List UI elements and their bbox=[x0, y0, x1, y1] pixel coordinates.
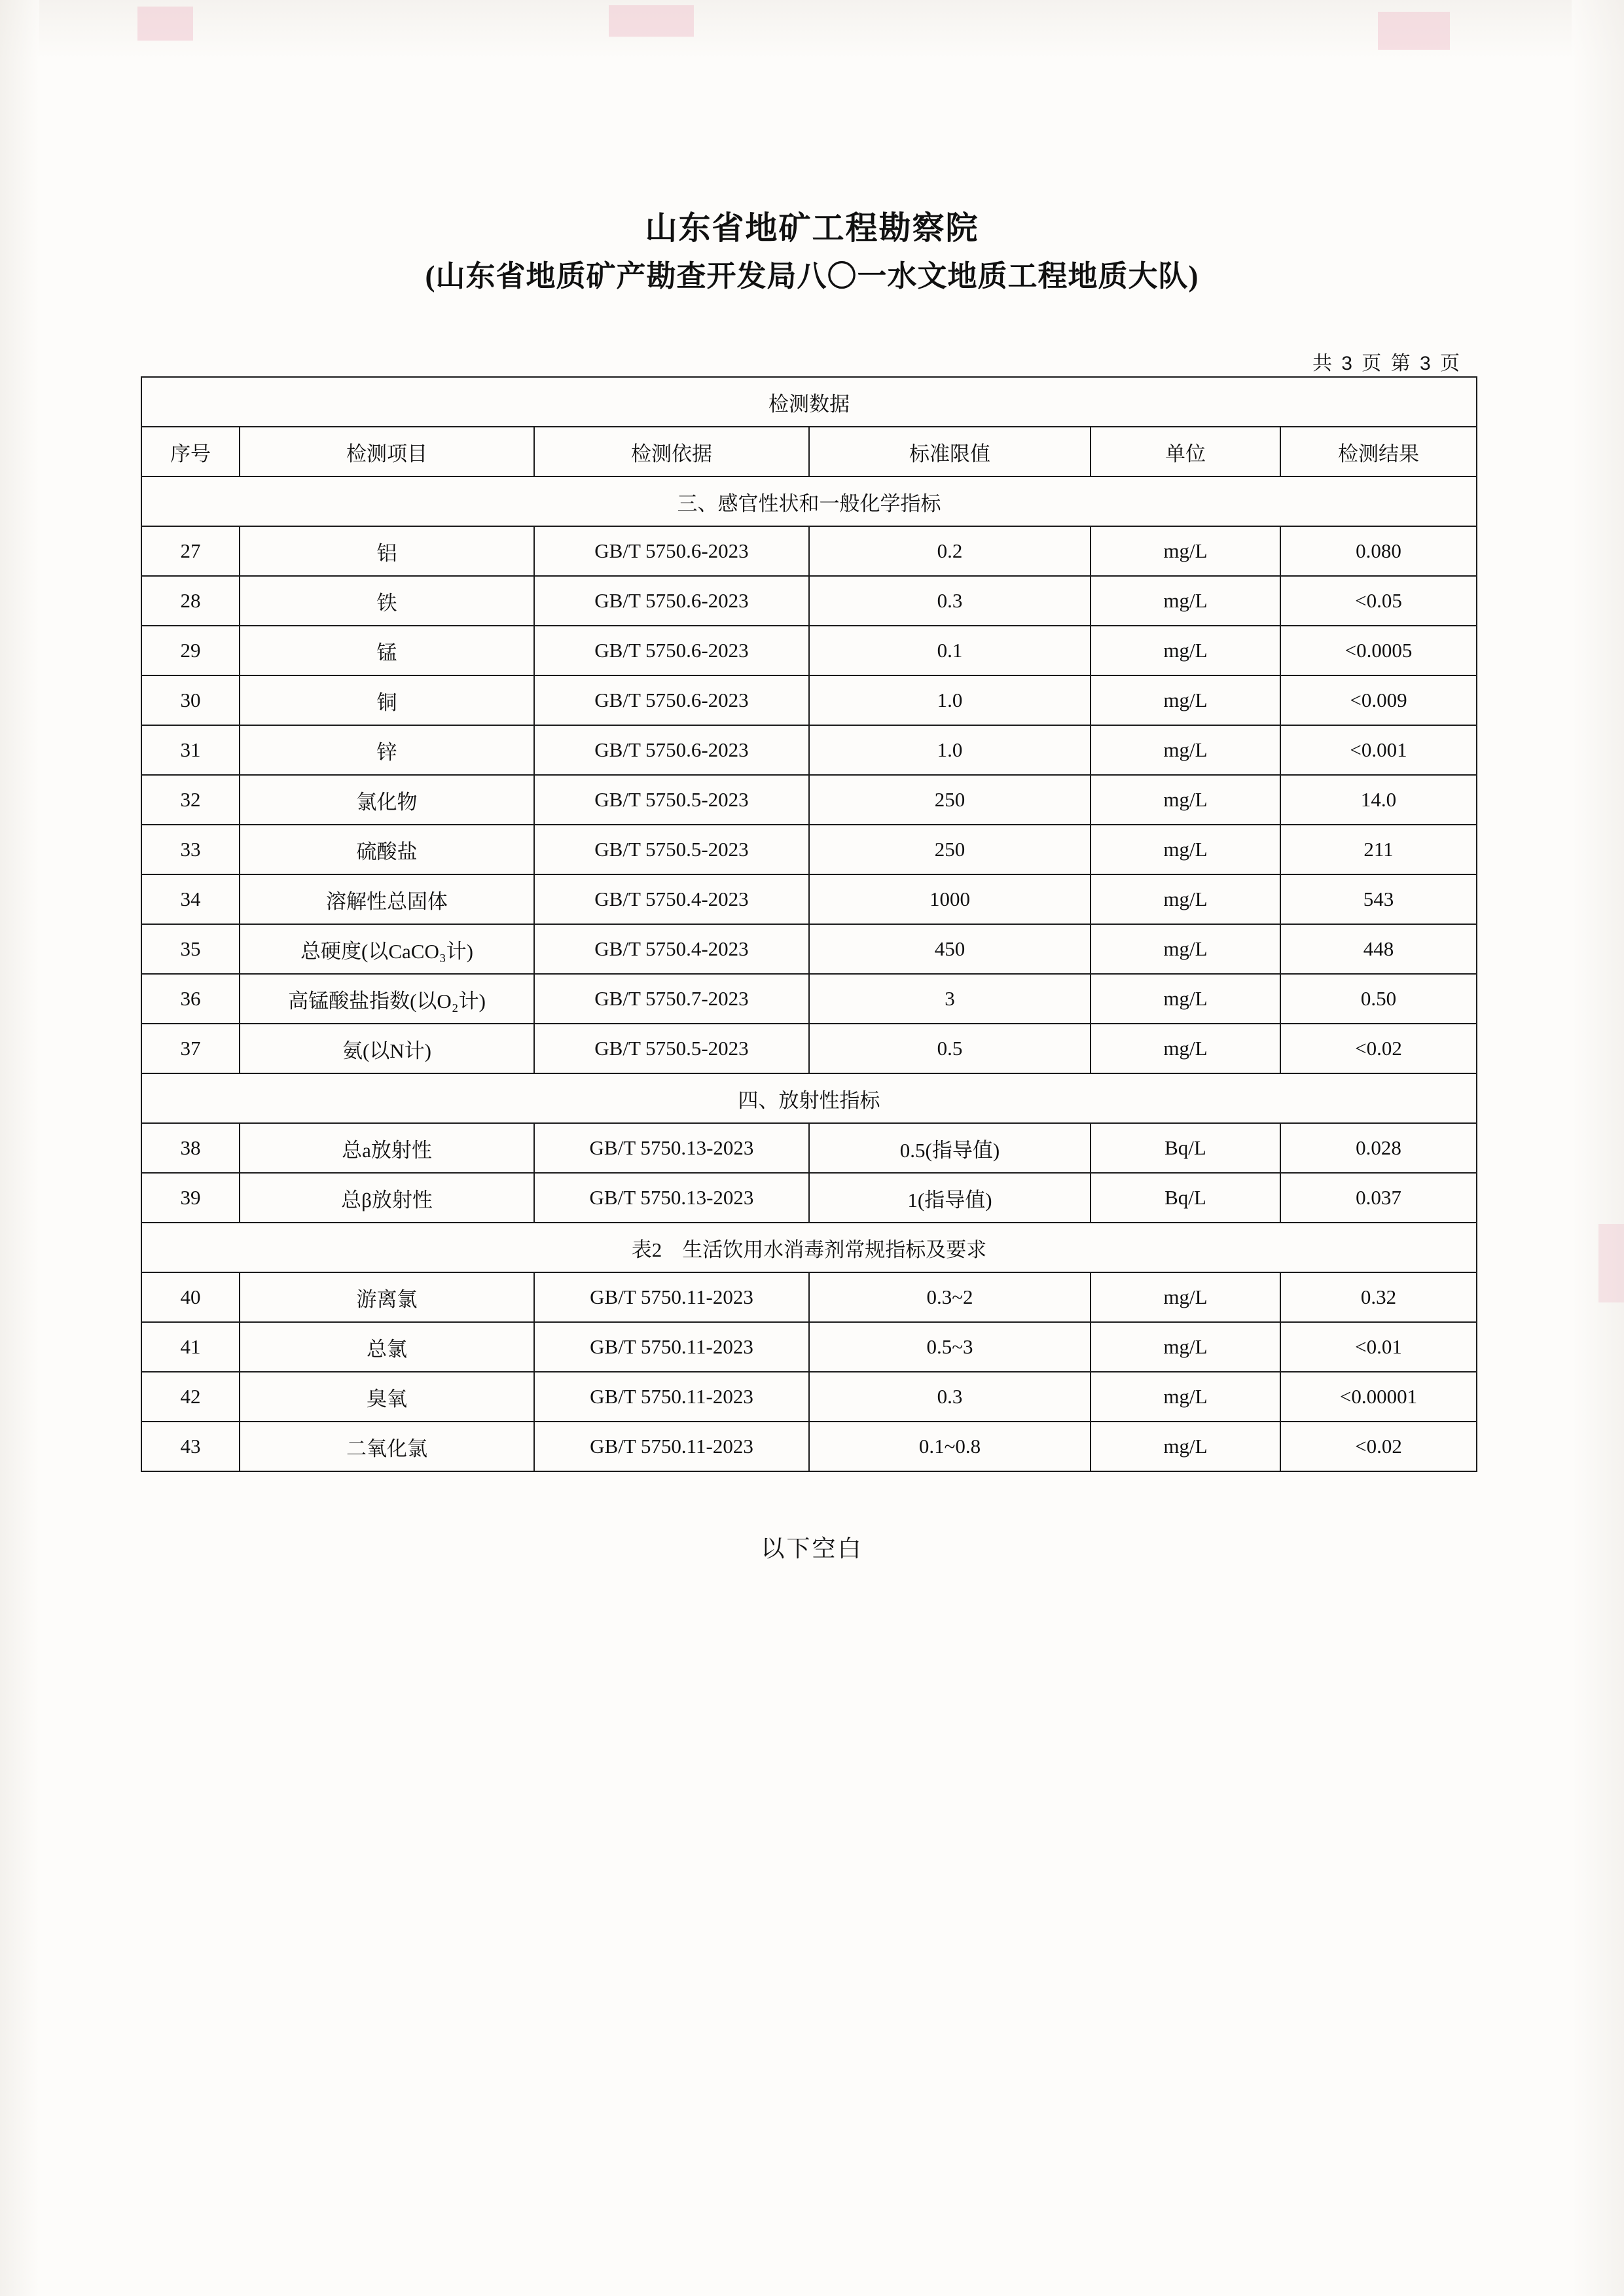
cell-unit: Bq/L bbox=[1091, 1173, 1280, 1223]
cell-basis: GB/T 5750.6-2023 bbox=[534, 526, 809, 576]
cell-limit: 1000 bbox=[809, 874, 1091, 924]
cell-limit: 0.5~3 bbox=[809, 1322, 1091, 1372]
cell-item: 高锰酸盐指数(以O₂计) bbox=[240, 974, 534, 1024]
table-row bbox=[141, 1322, 1477, 1372]
table-row bbox=[141, 1173, 1477, 1223]
cell-limit: 0.3~2 bbox=[809, 1272, 1091, 1322]
cell-item: 氯化物 bbox=[240, 775, 534, 825]
cell-no: 32 bbox=[141, 775, 240, 825]
cell-no: 42 bbox=[141, 1372, 240, 1422]
cell-no: 39 bbox=[141, 1173, 240, 1223]
cell-basis: GB/T 5750.11-2023 bbox=[534, 1422, 809, 1471]
section-label-radioactivity: 四、放射性指标 bbox=[141, 1073, 1477, 1123]
organization-subtitle: (山东省地质矿产勘查开发局八〇一水文地质工程地质大队) bbox=[425, 260, 1199, 293]
cell-limit: 0.3 bbox=[809, 1372, 1091, 1422]
cell-limit: 0.1~0.8 bbox=[809, 1422, 1091, 1471]
cell-basis: GB/T 5750.11-2023 bbox=[534, 1372, 809, 1422]
cell-item: 铜 bbox=[240, 675, 534, 725]
cell-limit: 1(指导值) bbox=[809, 1173, 1091, 1223]
cell-item: 锰 bbox=[240, 626, 534, 675]
cell-basis: GB/T 5750.6-2023 bbox=[534, 626, 809, 675]
cell-limit: 1.0 bbox=[809, 725, 1091, 775]
cell-no: 33 bbox=[141, 825, 240, 874]
cell-result: <0.01 bbox=[1280, 1322, 1477, 1372]
document-header bbox=[0, 208, 1624, 296]
cell-basis: GB/T 5750.13-2023 bbox=[534, 1173, 809, 1223]
cell-result: 0.50 bbox=[1280, 974, 1477, 1024]
section-label-disinfectant: 表2 生活饮用水消毒剂常规指标及要求 bbox=[141, 1223, 1477, 1272]
table-caption: 检测数据 bbox=[141, 377, 1477, 427]
table-row bbox=[141, 1372, 1477, 1422]
table-row bbox=[141, 725, 1477, 775]
cell-no: 28 bbox=[141, 576, 240, 626]
cell-result: <0.02 bbox=[1280, 1024, 1477, 1073]
cell-item: 游离氯 bbox=[240, 1272, 534, 1322]
cell-no: 31 bbox=[141, 725, 240, 775]
cell-item: 总氯 bbox=[240, 1322, 534, 1372]
cell-result: 0.080 bbox=[1280, 526, 1477, 576]
table-row bbox=[141, 974, 1477, 1024]
cell-unit: mg/L bbox=[1091, 576, 1280, 626]
cell-item: 氨(以N计) bbox=[240, 1024, 534, 1073]
column-header-limit: 标准限值 bbox=[809, 427, 1091, 476]
cell-result: <0.00001 bbox=[1280, 1372, 1477, 1422]
cell-unit: mg/L bbox=[1091, 1024, 1280, 1073]
column-header-item: 检测项目 bbox=[240, 427, 534, 476]
cell-unit: mg/L bbox=[1091, 1272, 1280, 1322]
column-header-basis: 检测依据 bbox=[534, 427, 809, 476]
cell-limit: 250 bbox=[809, 775, 1091, 825]
cell-result: 543 bbox=[1280, 874, 1477, 924]
table-row bbox=[141, 1123, 1477, 1173]
cell-basis: GB/T 5750.6-2023 bbox=[534, 725, 809, 775]
cell-basis: GB/T 5750.5-2023 bbox=[534, 1024, 809, 1073]
cell-no: 27 bbox=[141, 526, 240, 576]
cell-no: 38 bbox=[141, 1123, 240, 1173]
cell-result: 211 bbox=[1280, 825, 1477, 874]
table-row bbox=[141, 924, 1477, 974]
blank-below-note: 以下空白 bbox=[761, 1535, 863, 1562]
table-header-row bbox=[141, 427, 1477, 476]
pink-mark-right-edge bbox=[1598, 1224, 1624, 1302]
test-data-table bbox=[141, 376, 1477, 1472]
table-caption-row bbox=[141, 377, 1477, 427]
cell-result: 0.32 bbox=[1280, 1272, 1477, 1322]
cell-result: 14.0 bbox=[1280, 775, 1477, 825]
cell-result: <0.009 bbox=[1280, 675, 1477, 725]
table-row bbox=[141, 526, 1477, 576]
pink-mark-top-left bbox=[137, 7, 193, 41]
cell-unit: mg/L bbox=[1091, 775, 1280, 825]
cell-no: 35 bbox=[141, 924, 240, 974]
cell-unit: mg/L bbox=[1091, 526, 1280, 576]
cell-unit: mg/L bbox=[1091, 1422, 1280, 1471]
cell-limit: 450 bbox=[809, 924, 1091, 974]
table-row bbox=[141, 775, 1477, 825]
table-row bbox=[141, 1024, 1477, 1073]
cell-basis: GB/T 5750.4-2023 bbox=[534, 924, 809, 974]
cell-unit: mg/L bbox=[1091, 1322, 1280, 1372]
cell-basis: GB/T 5750.7-2023 bbox=[534, 974, 809, 1024]
pink-mark-top-center bbox=[609, 5, 694, 37]
column-header-result: 检测结果 bbox=[1280, 427, 1477, 476]
cell-result: 448 bbox=[1280, 924, 1477, 974]
cell-item: 锌 bbox=[240, 725, 534, 775]
cell-limit: 0.1 bbox=[809, 626, 1091, 675]
organization-title: 山东省地矿工程勘察院 bbox=[645, 210, 979, 246]
cell-limit: 3 bbox=[809, 974, 1091, 1024]
cell-result: <0.0005 bbox=[1280, 626, 1477, 675]
cell-basis: GB/T 5750.6-2023 bbox=[534, 675, 809, 725]
cell-basis: GB/T 5750.5-2023 bbox=[534, 775, 809, 825]
column-header-no: 序号 bbox=[141, 427, 240, 476]
cell-result: 0.037 bbox=[1280, 1173, 1477, 1223]
cell-limit: 1.0 bbox=[809, 675, 1091, 725]
cell-item: 二氧化氯 bbox=[240, 1422, 534, 1471]
cell-no: 43 bbox=[141, 1422, 240, 1471]
cell-unit: mg/L bbox=[1091, 924, 1280, 974]
cell-item: 铁 bbox=[240, 576, 534, 626]
cell-item: 总a放射性 bbox=[240, 1123, 534, 1173]
cell-limit: 250 bbox=[809, 825, 1091, 874]
section-row bbox=[141, 1223, 1477, 1272]
table-row bbox=[141, 1272, 1477, 1322]
cell-no: 29 bbox=[141, 626, 240, 675]
cell-unit: mg/L bbox=[1091, 675, 1280, 725]
cell-basis: GB/T 5750.5-2023 bbox=[534, 825, 809, 874]
cell-basis: GB/T 5750.6-2023 bbox=[534, 576, 809, 626]
cell-no: 36 bbox=[141, 974, 240, 1024]
cell-unit: mg/L bbox=[1091, 626, 1280, 675]
cell-limit: 0.5(指导值) bbox=[809, 1123, 1091, 1173]
table-row bbox=[141, 874, 1477, 924]
cell-result: <0.05 bbox=[1280, 576, 1477, 626]
cell-limit: 0.3 bbox=[809, 576, 1091, 626]
cell-unit: mg/L bbox=[1091, 725, 1280, 775]
table-row bbox=[141, 675, 1477, 725]
pink-mark-top-right bbox=[1378, 12, 1450, 50]
cell-unit: mg/L bbox=[1091, 974, 1280, 1024]
cell-item: 总β放射性 bbox=[240, 1173, 534, 1223]
cell-no: 40 bbox=[141, 1272, 240, 1322]
table-row bbox=[141, 576, 1477, 626]
table-row bbox=[141, 1422, 1477, 1471]
cell-unit: mg/L bbox=[1091, 825, 1280, 874]
cell-item: 铝 bbox=[240, 526, 534, 576]
cell-no: 34 bbox=[141, 874, 240, 924]
cell-item: 总硬度(以CaCO₃计) bbox=[240, 924, 534, 974]
cell-basis: GB/T 5750.11-2023 bbox=[534, 1272, 809, 1322]
cell-limit: 0.5 bbox=[809, 1024, 1091, 1073]
section-row bbox=[141, 1073, 1477, 1123]
cell-limit: 0.2 bbox=[809, 526, 1091, 576]
cell-basis: GB/T 5750.11-2023 bbox=[534, 1322, 809, 1372]
cell-item: 硫酸盐 bbox=[240, 825, 534, 874]
section-row bbox=[141, 476, 1477, 526]
cell-result: 0.028 bbox=[1280, 1123, 1477, 1173]
page-indicator: 共 3 页 第 3 页 bbox=[1312, 353, 1462, 374]
table-row bbox=[141, 626, 1477, 675]
cell-basis: GB/T 5750.4-2023 bbox=[534, 874, 809, 924]
empty-page-area bbox=[0, 1584, 1624, 2296]
cell-no: 41 bbox=[141, 1322, 240, 1372]
cell-result: <0.02 bbox=[1280, 1422, 1477, 1471]
cell-item: 臭氧 bbox=[240, 1372, 534, 1422]
cell-item: 溶解性总固体 bbox=[240, 874, 534, 924]
column-header-unit: 单位 bbox=[1091, 427, 1280, 476]
cell-unit: mg/L bbox=[1091, 874, 1280, 924]
cell-no: 37 bbox=[141, 1024, 240, 1073]
cell-no: 30 bbox=[141, 675, 240, 725]
cell-result: <0.001 bbox=[1280, 725, 1477, 775]
cell-unit: mg/L bbox=[1091, 1372, 1280, 1422]
cell-unit: Bq/L bbox=[1091, 1123, 1280, 1173]
table-row bbox=[141, 825, 1477, 874]
cell-basis: GB/T 5750.13-2023 bbox=[534, 1123, 809, 1173]
section-label-sensory: 三、感官性状和一般化学指标 bbox=[141, 476, 1477, 526]
